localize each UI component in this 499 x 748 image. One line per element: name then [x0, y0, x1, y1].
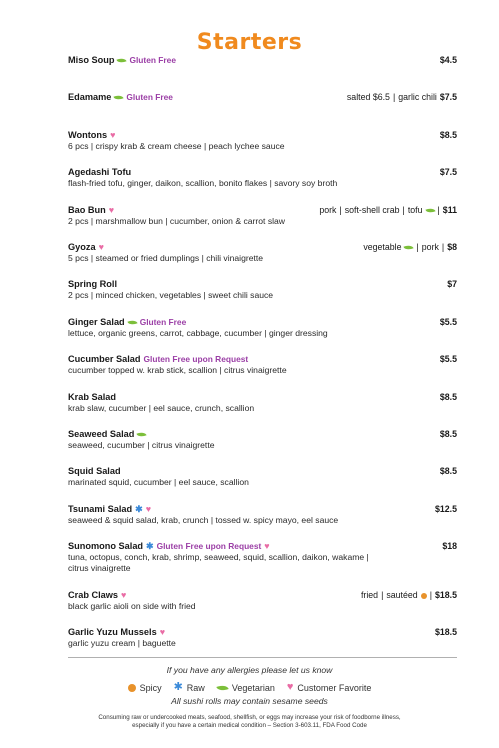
menu-item	[68, 504, 457, 541]
item-price: $7.5	[439, 167, 457, 178]
menu-item	[68, 242, 457, 279]
leaf-icon	[117, 58, 126, 63]
item-option: salted $6.5	[346, 92, 390, 103]
separator: |	[381, 590, 384, 601]
item-description: lettuce, organic greens, carrot, cabbage, cucumber | ginger dressing	[68, 327, 328, 338]
item-name: Squid Salad	[68, 466, 121, 477]
spicy-dot-icon	[421, 593, 427, 599]
item-price: $18.5	[434, 627, 457, 638]
leaf-icon	[137, 432, 146, 437]
item-price: $7.5	[439, 92, 457, 103]
item-option: vegetable	[363, 241, 402, 252]
snowflake-icon: ✱	[135, 503, 143, 514]
gluten-free-tag: Gluten Free	[139, 316, 187, 327]
item-price: $8.5	[439, 428, 457, 439]
item-price: $11	[442, 204, 457, 215]
legend-label: Customer Favorite	[297, 682, 372, 693]
separator: |	[416, 241, 419, 252]
separator: |	[437, 204, 440, 215]
menu-item	[68, 627, 457, 664]
item-name: Spring Roll	[68, 279, 117, 290]
item-name: Seaweed Salad	[68, 428, 135, 439]
separator: |	[392, 92, 396, 103]
item-description: 2 pcs | minced chicken, vegetables | sweet chili sauce	[68, 290, 274, 301]
item-option: garlic chili	[398, 92, 437, 103]
gluten-free-tag: Gluten Free	[129, 55, 176, 65]
item-name: Miso Soup	[68, 55, 115, 65]
menu-item	[68, 541, 457, 590]
item-description: garlic yuzu cream | baguette	[68, 638, 176, 649]
menu-item	[68, 354, 457, 391]
item-name: Crab Claws	[68, 590, 119, 601]
item-name: Bao Bun	[68, 204, 106, 215]
item-name: Krab Salad	[68, 391, 116, 402]
disclaimer-line: especially if you have a certain medical condition – Section 3-603.11, FDA Food Code	[132, 721, 367, 729]
sesame-notice: All sushi rolls may contain sesame seeds	[171, 696, 328, 706]
item-price: $5.5	[439, 354, 457, 365]
item-description: seaweed & squid salad, krab, crunch | tossed w. spicy mayo, eel sauce	[68, 514, 339, 525]
item-option: pork	[421, 241, 439, 252]
item-price: $7	[447, 279, 457, 290]
menu-item	[68, 392, 457, 429]
separator: |	[339, 204, 342, 215]
legend-customer-favorite	[287, 682, 372, 693]
allergy-notice: If you have any allergies please let us know	[166, 665, 333, 675]
gluten-free-tag: Gluten Free	[126, 92, 173, 103]
menu-footer	[0, 665, 499, 729]
item-description: tuna, octopus, conch, krab, shrimp, seaweed, squid, scallion, daikon, wakame |	[68, 552, 369, 563]
heart-icon: ♥	[286, 681, 294, 693]
disclaimer-line: Consuming raw or undercooked meats, seafood, shellfish, or eggs may increase your risk of foodborne illness,	[98, 714, 401, 721]
page-title: Starters	[196, 30, 303, 55]
heart-icon: ♥	[145, 503, 152, 514]
gluten-free-tag: Gluten Free upon Request	[143, 354, 249, 365]
leaf-icon	[114, 95, 123, 100]
menu-item	[68, 466, 457, 503]
item-name: Ginger Salad	[68, 316, 125, 327]
item-price: $8	[447, 241, 457, 252]
legend-spicy	[128, 683, 162, 693]
food-safety-disclaimer	[0, 714, 499, 729]
legend-raw	[174, 682, 205, 693]
item-option: sautéed	[386, 590, 418, 601]
heart-icon: ♥	[264, 541, 270, 552]
item-description: cucumber topped w. krab stick, scallion | citrus vinaigrette	[68, 365, 287, 376]
snowflake-icon: ✱	[146, 541, 154, 552]
item-description: seaweed, cucumber | citrus vinaigrette	[68, 439, 215, 450]
spicy-dot-icon	[128, 684, 136, 692]
legend-label: Vegetarian	[231, 682, 275, 693]
item-option: pork	[319, 204, 337, 215]
menu-item	[68, 590, 457, 627]
item-price: $8.5	[439, 391, 457, 402]
item-description: 2 pcs | marshmallow bun | cucumber, onion & carrot slaw	[68, 215, 286, 226]
item-name: Edamame	[68, 92, 112, 103]
item-description: 6 pcs | crispy krab & cream cheese | peach lychee sauce	[68, 140, 285, 151]
item-description: black garlic aioli on side with fried	[68, 601, 196, 612]
menu-item	[68, 167, 457, 204]
item-option: soft-shell crab	[344, 204, 400, 215]
item-name: Sunomono Salad	[68, 541, 144, 552]
item-price: $5.5	[439, 316, 457, 327]
heart-icon: ♥	[110, 129, 116, 140]
footer-divider	[68, 657, 457, 658]
item-price: $8.5	[439, 129, 457, 140]
item-name: Gyoza	[68, 241, 96, 252]
legend-label: Raw	[186, 682, 205, 693]
separator: |	[441, 241, 445, 252]
item-description: marinated squid, cucumber | eel sauce, scallion	[68, 477, 249, 488]
gluten-free-tag: Gluten Free upon Request	[156, 541, 262, 552]
item-description-continued: citrus vinaigrette	[68, 563, 131, 574]
item-option: tofu	[407, 204, 423, 215]
item-name: Tsunami Salad	[68, 503, 133, 514]
heart-icon: ♥	[98, 241, 104, 252]
item-description: flash-fried tofu, ginger, daikon, scallion, bonito flakes | savory soy broth	[68, 178, 338, 189]
legend-vegetarian	[217, 683, 275, 693]
leaf-icon	[128, 320, 137, 325]
item-name: Agedashi Tofu	[68, 167, 132, 178]
menu-item	[68, 429, 457, 466]
item-option: fried	[360, 590, 379, 601]
item-price: $18.5	[434, 590, 457, 601]
item-price: $18	[442, 541, 457, 552]
leaf-icon	[426, 208, 435, 213]
item-description: 5 pcs | steamed or fried dumplings | chili vinaigrette	[68, 252, 264, 263]
item-name: Cucumber Salad	[68, 354, 141, 365]
item-price: $12.5	[434, 503, 457, 514]
item-description: krab slaw, cucumber | eel sauce, crunch, scallion	[68, 402, 255, 413]
separator: |	[402, 204, 405, 215]
item-price: $8.5	[439, 466, 457, 477]
separator: |	[429, 590, 432, 601]
leaf-icon	[404, 245, 413, 250]
heart-icon: ♥	[159, 627, 166, 638]
menu-item	[68, 130, 457, 167]
icon-legend	[0, 682, 499, 693]
heart-icon: ♥	[108, 204, 115, 215]
legend-label: Spicy	[139, 682, 162, 693]
item-name: Wontons	[68, 129, 108, 140]
heart-icon: ♥	[121, 590, 127, 601]
menu-item	[68, 317, 457, 354]
menu-item	[68, 205, 457, 242]
menu-items	[68, 55, 457, 665]
item-name: Garlic Yuzu Mussels	[68, 627, 157, 638]
leaf-icon	[217, 685, 228, 691]
snowflake-icon: ✱	[173, 681, 183, 693]
item-price: $4.5	[439, 55, 457, 65]
menu-item	[68, 92, 457, 129]
menu-item	[68, 55, 457, 92]
menu-item	[68, 279, 457, 316]
